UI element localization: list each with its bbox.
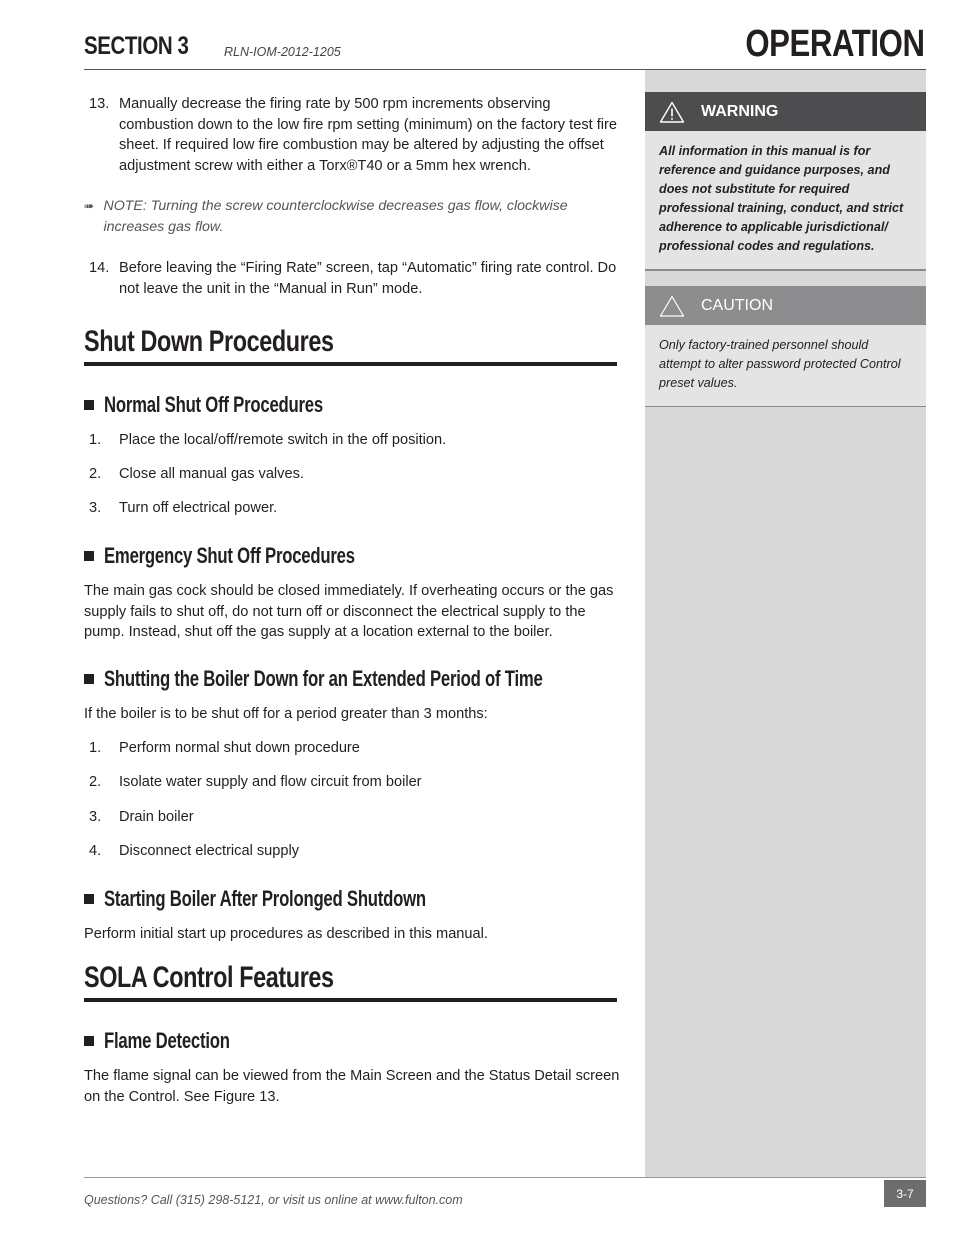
list-item: 2. Close all manual gas valves. <box>89 466 304 482</box>
list-item: 3. Turn off electrical power. <box>89 500 278 516</box>
page-number: 3-7 <box>884 1180 926 1207</box>
footer-contact: Questions? Call (315) 298-5121, or visit us online at www.fulton.com <box>84 1193 463 1207</box>
list-item: 2. Isolate water supply and flow circuit from boiler <box>89 774 422 790</box>
list-item: 1. Place the local/off/remote switch in the off position. <box>89 432 447 448</box>
caution-text: Only factory-trained personnel should attempt to alter password protected Control preset values. <box>645 325 926 406</box>
warning-triangle-icon <box>659 101 685 123</box>
list-item: 4. Disconnect electrical supply <box>89 843 300 859</box>
section-heading-rule <box>84 362 617 366</box>
caution-box <box>645 286 926 407</box>
section-heading-shutdown: Shut Down Procedures <box>84 325 334 358</box>
subheading-normal-shutoff: Normal Shut Off Procedures <box>84 392 392 418</box>
caution-label: CAUTION <box>701 296 773 314</box>
note <box>84 196 624 237</box>
bullet-square-icon <box>84 400 94 410</box>
bullet-square-icon <box>84 674 94 684</box>
paragraph-flame: The flame signal can be viewed from the Main Screen and the Status Detail screen on the Control. See Figure 13. <box>84 1068 620 1105</box>
list-item <box>84 94 624 176</box>
subheading-emergency-shutoff: Emergency Shut Off Procedures <box>84 543 434 569</box>
bullet-square-icon <box>84 894 94 904</box>
caution-divider <box>645 406 926 407</box>
paragraph-emergency: The main gas cock should be closed immediately. If overheating occurs or the gas supply fails to shut off, do not turn off or disconnect the electrical supply to the pump. Instead, shut off the gas supply at a location external to the boiler. <box>84 583 614 640</box>
section-label: SECTION 3 <box>84 32 189 60</box>
list-number: 14. <box>89 260 110 276</box>
footer-divider <box>84 1177 926 1178</box>
subheading-starting-boiler: Starting Boiler After Prolonged Shutdown <box>84 886 528 912</box>
document-id: RLN-IOM-2012-1205 <box>224 45 341 59</box>
caution-header <box>645 286 926 325</box>
warning-box <box>645 92 926 271</box>
caution-triangle-icon <box>659 295 685 317</box>
bullet-square-icon <box>84 1036 94 1046</box>
list-text: Before leaving the “Firing Rate” screen, tap “Automatic” firing rate control. Do not leave the unit in the “Manual in Run” mode. <box>119 260 617 297</box>
list-item: 3. Drain boiler <box>89 809 194 825</box>
paragraph-extended-intro: If the boiler is to be shut off for a period greater than 3 months: <box>84 706 488 722</box>
bullet-square-icon <box>84 551 94 561</box>
warning-header <box>645 92 926 131</box>
list-item <box>84 258 624 299</box>
subheading-extended-shutdown: Shutting the Boiler Down for an Extended Period of Time <box>84 666 681 692</box>
warning-label: WARNING <box>701 102 779 120</box>
list-item: 1. Perform normal shut down procedure <box>89 740 360 756</box>
list-number: 13. <box>89 96 110 112</box>
warning-text: All information in this manual is for reference and guidance purposes, and does not substitute for required professional training, conduct, and strict adherence to applicable jurisdictional/ professional codes and regulations. <box>645 131 926 269</box>
list-text: Manually decrease the firing rate by 500 rpm increments observing combustion down to the low fire rpm setting (minimum) on the factory test fire sheet. If required low fire combustion may be altered by adjusting the offset adjustment screw with either a Torx®T40 or a 5mm hex wrench. <box>119 96 618 174</box>
subheading-flame-detection: Flame Detection <box>84 1028 269 1054</box>
section-heading-rule <box>84 998 617 1002</box>
page-title: OPERATION <box>745 23 925 65</box>
section-heading-sola: SOLA Control Features <box>84 961 334 994</box>
paragraph-starting: Perform initial start up procedures as described in this manual. <box>84 926 488 942</box>
warning-divider <box>645 269 926 271</box>
note-text: NOTE: Turning the screw counterclockwise decreases gas flow, clockwise increases gas flow. <box>103 198 568 235</box>
note-arrow-icon: ➠ <box>84 199 95 213</box>
